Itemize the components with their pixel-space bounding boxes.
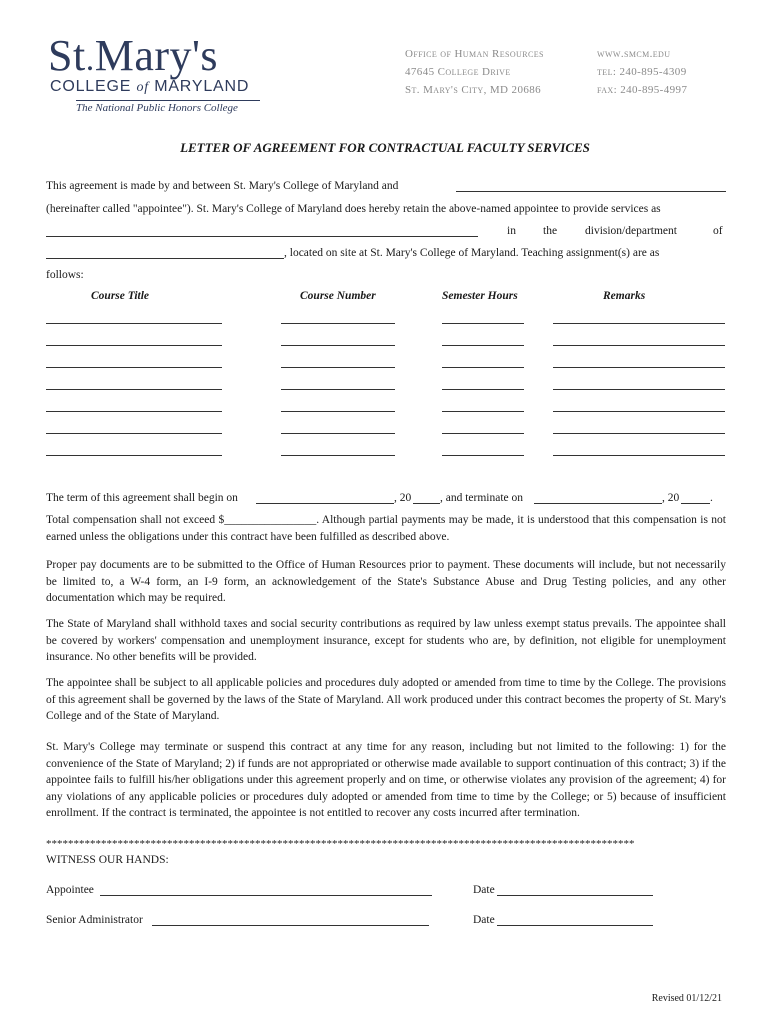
witness-heading: WITNESS OUR HANDS:	[46, 854, 169, 866]
semester-hours-field[interactable]	[442, 389, 524, 390]
course-number-field[interactable]	[281, 455, 395, 456]
course-title-field[interactable]	[46, 345, 222, 346]
col-semester-hours: Semester Hours	[442, 290, 518, 302]
logo-divider	[76, 100, 260, 101]
services-field[interactable]	[46, 236, 478, 237]
intro-line4: , located on site at St. Mary's College of Maryland. Teaching assignment(s) are as	[284, 247, 660, 259]
term-end-period: .	[710, 492, 713, 504]
term-end-year-field[interactable]	[681, 503, 710, 504]
intro-division: division/department	[585, 225, 677, 237]
document-title: LETTER OF AGREEMENT FOR CONTRACTUAL FACULTY SERVICES	[180, 140, 590, 155]
term-year1-label: , 20	[394, 492, 412, 504]
logo-wordmark: St.Mary's	[48, 31, 219, 80]
remarks-field[interactable]	[553, 367, 725, 368]
header-website[interactable]: www.smcm.edu	[597, 48, 671, 60]
term-begin-label: The term of this agreement shall begin on	[46, 492, 238, 504]
intro-in: in	[507, 225, 516, 237]
intro-line2: (hereinafter called "appointee"). St. Mary's College of Maryland does hereby retain the above-named appointee to provide services as	[46, 203, 661, 215]
course-number-field[interactable]	[281, 367, 395, 368]
department-field[interactable]	[46, 258, 284, 259]
header-address2: St. Mary's City, MD 20686	[405, 84, 542, 96]
semester-hours-field[interactable]	[442, 345, 524, 346]
remarks-field[interactable]	[553, 323, 725, 324]
term-begin-year-field[interactable]	[413, 503, 440, 504]
appointee-date-label: Date	[473, 884, 495, 896]
semester-hours-field[interactable]	[442, 367, 524, 368]
header-address1: 47645 College Drive	[405, 66, 511, 78]
remarks-field[interactable]	[553, 433, 725, 434]
compensation-paragraph: Total compensation shall not exceed $________________. Although partial payments may be made, it is understood that this compensation is not earned unless the obligations under this contract have been fulfilled as described above.	[46, 514, 726, 543]
appointee-signature-field[interactable]	[100, 895, 432, 896]
term-year2-label: , 20	[662, 492, 680, 504]
term-terminate-label: , and terminate on	[440, 492, 524, 504]
course-number-field[interactable]	[281, 389, 395, 390]
separator-stars: ***********************************************************************************************************	[46, 838, 635, 850]
senior-admin-date-label: Date	[473, 914, 495, 926]
pay-documents-paragraph: Proper pay documents are to be submitted to the Office of Human Resources prior to payment. These documents will include, but not necessarily be limited to, a W-4 form, an I-9 form, an acknowledgement of the State's Substance Abuse and Drug Testing policies, and any other documentation which may be required.	[46, 559, 726, 604]
senior-admin-label: Senior Administrator	[46, 914, 143, 926]
col-course-number: Course Number	[300, 290, 376, 302]
remarks-field[interactable]	[553, 389, 725, 390]
policies-paragraph: The appointee shall be subject to all applicable policies and procedures duly adopted or amended from time to time by the College. The provisions of this agreement shall be governed by the laws of the State of Maryland. All work produced under this contract becomes the property of St. Mary's College and of the State of Maryland.	[46, 677, 726, 722]
term-end-field[interactable]	[534, 503, 662, 504]
revised-date: Revised 01/12/21	[651, 993, 722, 1004]
remarks-field[interactable]	[553, 345, 725, 346]
course-title-field[interactable]	[46, 367, 222, 368]
semester-hours-field[interactable]	[442, 433, 524, 434]
course-number-field[interactable]	[281, 345, 395, 346]
intro-line1: This agreement is made by and between St. Mary's College of Maryland and	[46, 180, 399, 192]
course-number-field[interactable]	[281, 433, 395, 434]
col-remarks: Remarks	[603, 290, 646, 302]
semester-hours-field[interactable]	[442, 323, 524, 324]
appointee-date-field[interactable]	[497, 895, 653, 896]
semester-hours-field[interactable]	[442, 411, 524, 412]
course-title-field[interactable]	[46, 323, 222, 324]
termination-paragraph: St. Mary's College may terminate or suspend this contract at any time for any reason, including but not limited to the following: 1) for the convenience of the State of Maryland; 2) if funds are not appropriated or otherwise made available to support continuation of this contract; 3) if the appointee fails to fulfill his/her obligations under this agreement properly and on time, or otherwise violates any provision of the agreement; 4) for any violations of any applicable policies or procedures duly adopted or amended from time to time by the College; or 5) because of insufficient enrollment. If the contract is terminated, the appointee is not entitled to recover any costs incurred after termination.	[46, 741, 726, 819]
course-title-field[interactable]	[46, 433, 222, 434]
header-fax: fax: 240-895-4997	[597, 84, 688, 96]
appointee-name-field[interactable]	[456, 191, 726, 192]
college-logo	[48, 31, 270, 124]
taxes-paragraph: The State of Maryland shall withhold taxes and social security contributions as required by law unless exempt status prevails. The appointee shall be covered by workers' compensation and unemployment insurance, except for students who are, by definition, not eligible for unemployment insurance. No other benefits will be provided.	[46, 618, 726, 663]
course-title-field[interactable]	[46, 455, 222, 456]
senior-admin-signature-field[interactable]	[152, 925, 429, 926]
logo-tagline: The National Public Honors College	[76, 102, 238, 114]
semester-hours-field[interactable]	[442, 455, 524, 456]
course-title-field[interactable]	[46, 389, 222, 390]
senior-admin-date-field[interactable]	[497, 925, 653, 926]
term-begin-field[interactable]	[256, 503, 394, 504]
logo-college-line: COLLEGE of MARYLAND	[50, 78, 250, 95]
course-number-field[interactable]	[281, 411, 395, 412]
intro-of: of	[713, 225, 723, 237]
remarks-field[interactable]	[553, 455, 725, 456]
course-number-field[interactable]	[281, 323, 395, 324]
col-course-title: Course Title	[91, 290, 150, 302]
appointee-label: Appointee	[46, 884, 94, 896]
intro-the: the	[543, 225, 558, 237]
remarks-field[interactable]	[553, 411, 725, 412]
header-tel: tel: 240-895-4309	[597, 66, 687, 78]
course-title-field[interactable]	[46, 411, 222, 412]
intro-follows: follows:	[46, 269, 84, 281]
header-office: Office of Human Resources	[405, 48, 544, 60]
